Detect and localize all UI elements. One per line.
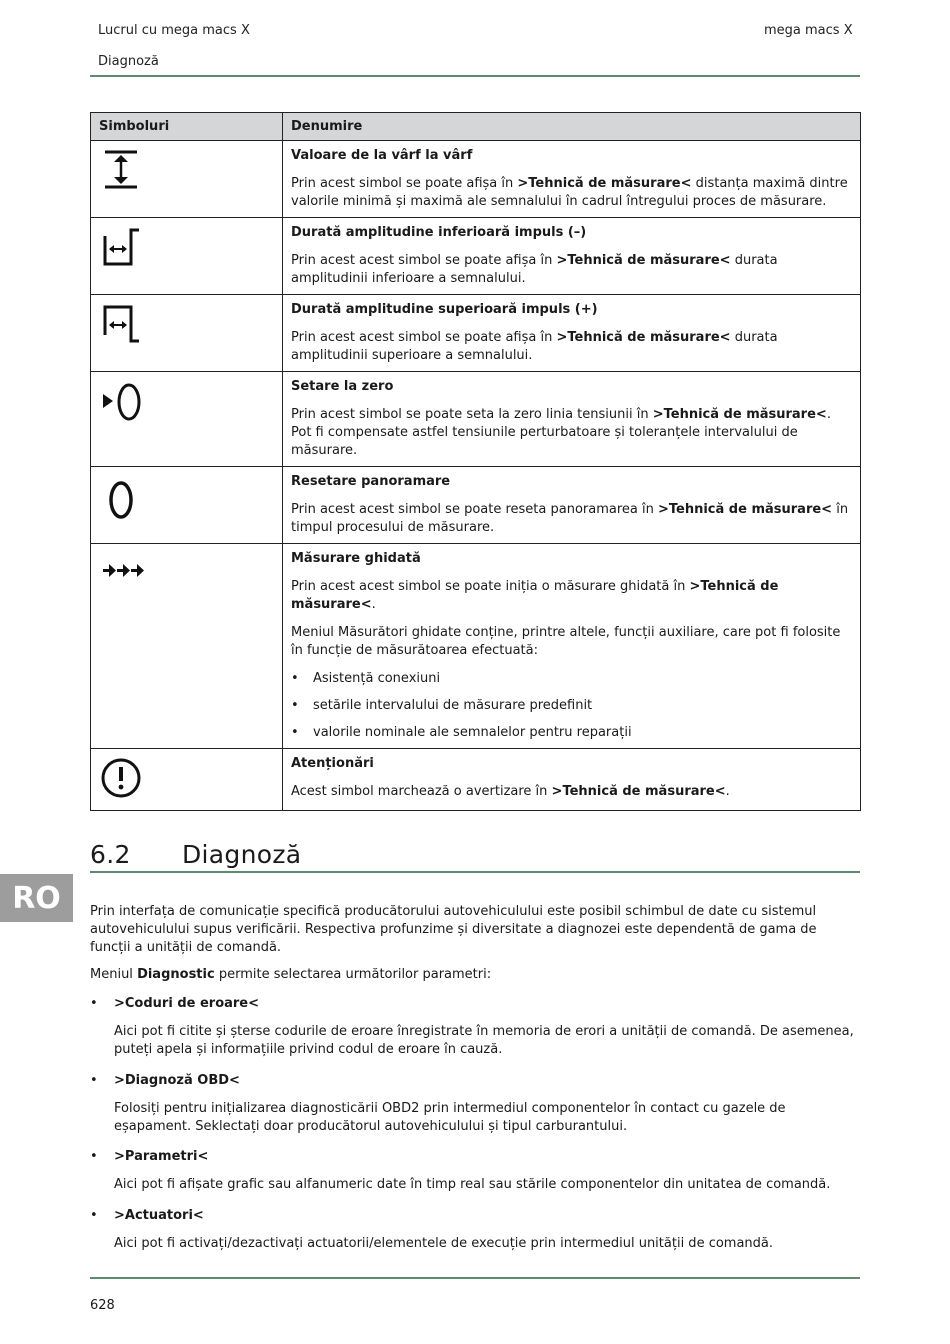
doc-header-chapter: Diagnoză: [98, 54, 159, 69]
row-description: Prin acest acest simbol se poate reseta panoramarea în >Tehnică de măsurare< în timpul procesului de măsurare.: [291, 502, 849, 535]
column-header-symbols: Simboluri: [91, 113, 283, 141]
doc-header-right: mega macs X: [764, 23, 853, 38]
row-title: Atenționări: [291, 756, 374, 771]
table-header-row: [91, 113, 861, 141]
row-description: Prin acest acest simbol se poate afișa în >Tehnică de măsurare< durata amplitudinii superioare a semnalului.: [291, 330, 778, 363]
param-description: Aici pot fi afișate grafic sau alfanumeric date în timp real sau stările componentelor din unitatea de comandă.: [114, 1177, 831, 1192]
intro-paragraph: Prin interfața de comunicație specifică producătorului autovehiculului este posibil schimbul de date cu sistemul autovehiculului supus verificării. Respectiva profunzime și diversitate a diagnozei este dependentă de gama de funcții a unității de comandă.: [90, 904, 817, 955]
param-description: Folosiți pentru inițializarea diagnosticării OBD2 prin intermediul componentelor în contact cu gazele de eșapament. Seklectați doar producătorul autovehiculului și tipul carburantului.: [114, 1101, 786, 1134]
list-item: • setările intervalului de măsurare predefinit: [313, 697, 852, 715]
param-title: >Parametri<: [114, 1149, 209, 1164]
row-description: Prin acest acest simbol se poate iniția o măsurare ghidată în >Tehnică de măsurare<.: [291, 579, 779, 612]
set-zero-icon: [99, 378, 147, 428]
language-tab: RO: [0, 874, 73, 922]
doc-header-left: Lucrul cu mega macs X: [98, 23, 250, 38]
row-extra: Meniul Măsurători ghidate conține, printre altele, funcții auxiliare, care pot fi folosite în funcție de măsurătoarea efectuată:: [291, 625, 841, 658]
guided-measurement-icon: [99, 550, 149, 590]
symbols-table: [90, 112, 861, 811]
row-title: Resetare panoramare: [291, 474, 451, 489]
row-title: Durată amplitudine inferioară impuls (–): [291, 225, 587, 240]
table-row: [91, 372, 861, 467]
page-number: 628: [90, 1298, 115, 1313]
header-divider: [90, 75, 860, 77]
row-description: Prin acest simbol se poate afișa în >Tehnică de măsurare< distanța maximă dintre valorile minimă și maximă ale semnalului în cadrul întregului proces de măsurare.: [291, 176, 848, 209]
param-description: Aici pot fi citite și șterse codurile de eroare înregistrate în memoria de erori a unității de comandă. De asemenea, puteți apela și informațiile privind codul de eroare în cauză.: [114, 1024, 854, 1057]
section-divider: [90, 871, 860, 873]
table-row: [91, 218, 861, 295]
row-title: Durată amplitudine superioară impuls (+): [291, 302, 598, 317]
column-header-name: Denumire: [283, 113, 861, 141]
table-row: [91, 141, 861, 218]
warning-icon: [99, 755, 143, 799]
section-title: Diagnoză: [182, 840, 302, 869]
upper-pulse-width-icon: [99, 301, 141, 347]
peak-to-peak-icon: [99, 147, 139, 191]
list-item: • valorile nominale ale semnalelor pentru reparații: [313, 724, 852, 742]
table-row: [91, 467, 861, 544]
section-heading: [90, 840, 301, 869]
table-row: [91, 295, 861, 372]
param-description: Aici pot fi activați/dezactivați actuatorii/elementele de execuție prin intermediul unității de comandă.: [114, 1236, 774, 1251]
row-description: Acest simbol marchează o avertizare în >Tehnică de măsurare<.: [291, 784, 730, 799]
row-title: Valoare de la vârf la vârf: [291, 148, 473, 163]
row-description: Prin acest simbol se poate seta la zero linia tensiunii în >Tehnică de măsurare<. Pot fi compensate astfel tensiunile perturbatoare și toleranțele intervalului de măsurare.: [291, 407, 831, 458]
table-row: [91, 749, 861, 811]
param-title: >Actuatori<: [114, 1208, 204, 1223]
row-title: Măsurare ghidată: [291, 551, 421, 566]
menu-line: Meniul Diagnostic permite selectarea următorilor parametri:: [90, 967, 492, 982]
row-description: Prin acest acest simbol se poate afișa în >Tehnică de măsurare< durata amplitudinii inferioare a semnalului.: [291, 253, 778, 286]
row-title: Setare la zero: [291, 379, 394, 394]
lower-pulse-width-icon: [99, 224, 141, 270]
param-title: >Diagnoză OBD<: [114, 1073, 240, 1088]
param-title: >Coduri de eroare<: [114, 996, 260, 1011]
footer-divider: [90, 1277, 860, 1279]
section-number: 6.2: [90, 840, 131, 869]
list-item: • Asistență conexiuni: [313, 670, 852, 688]
guided-functions-list: [291, 670, 852, 742]
reset-pan-icon: [99, 473, 139, 523]
table-row: [91, 544, 861, 749]
